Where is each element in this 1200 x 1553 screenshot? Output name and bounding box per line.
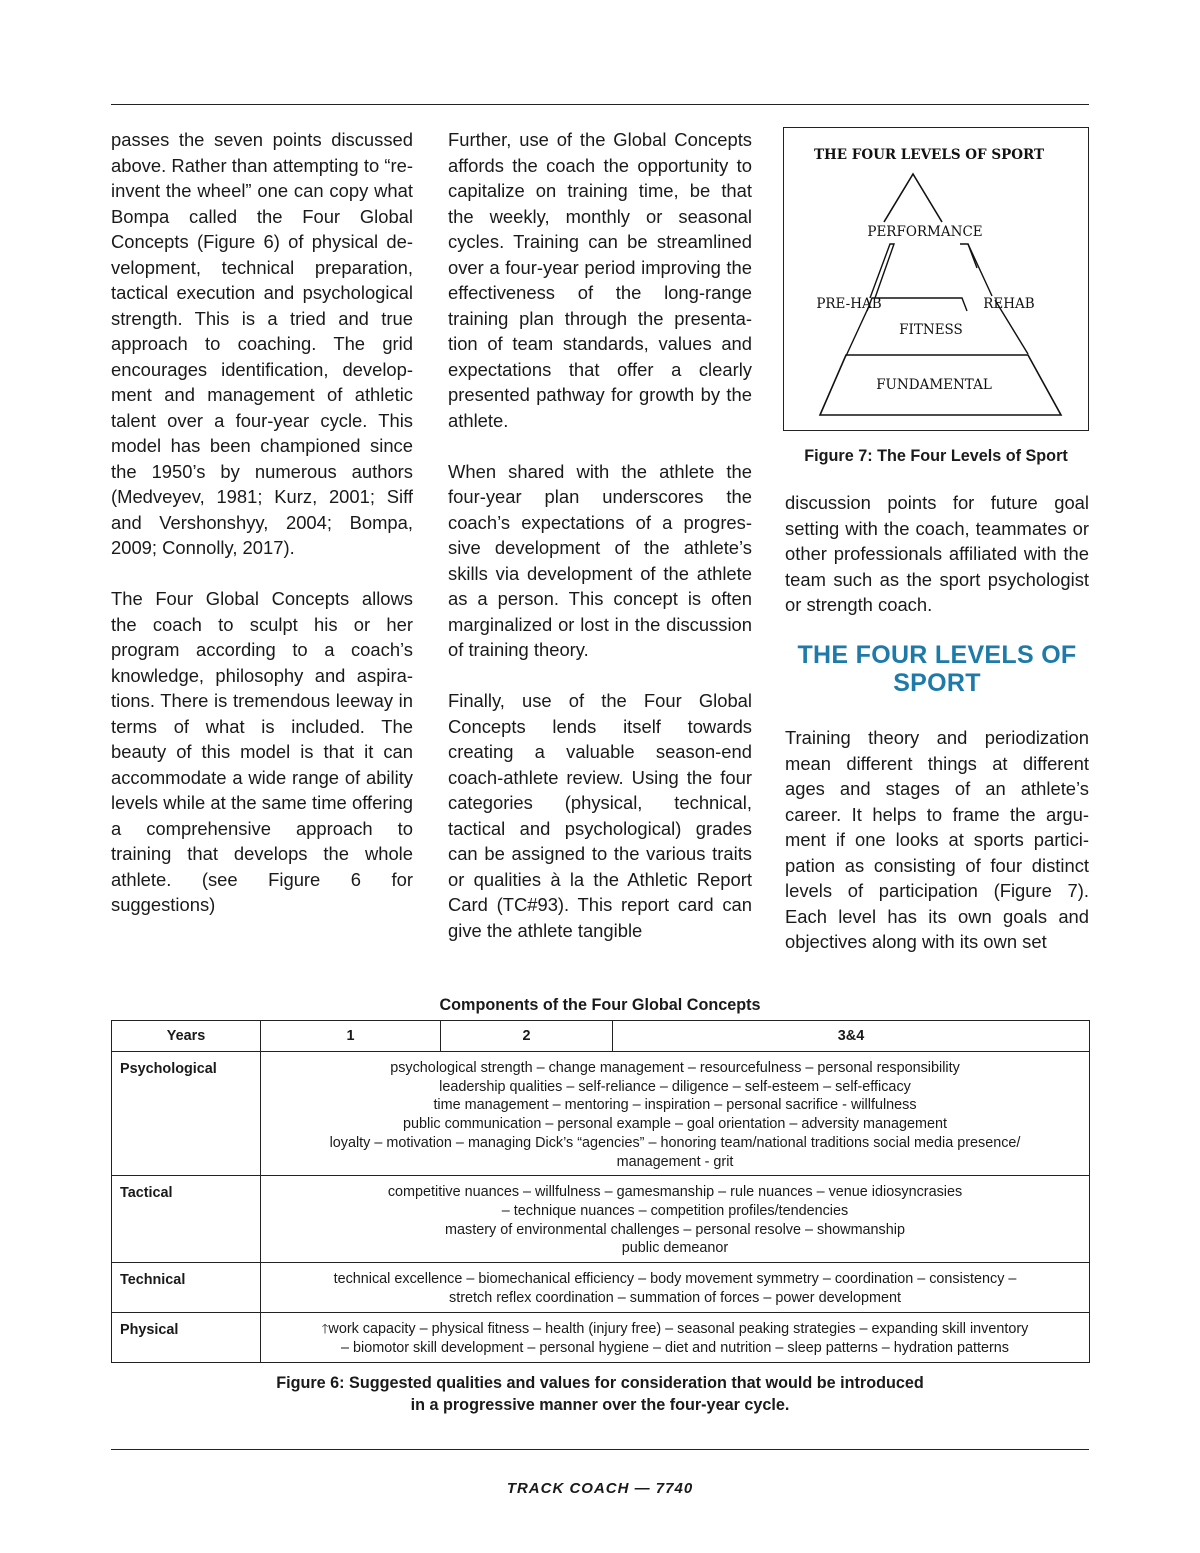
global-concepts-table bbox=[111, 1020, 1090, 1363]
caption-line-1: Figure 6: Suggested qualities and values for consideration that would be introduced bbox=[276, 1374, 924, 1392]
content-line: technical excellence – biomechanical efficiency – body movement symmetry – coordination – consistency – bbox=[333, 1271, 1017, 1288]
content-line: loyalty – motivation – managing Dick’s “agencies” – honoring team/national traditions social media presence/ bbox=[329, 1134, 1021, 1151]
header-years: Years bbox=[112, 1021, 261, 1052]
content-line: time management – mentoring – inspiration – personal sacrifice - willfulness bbox=[433, 1097, 917, 1114]
rehab-band-inner bbox=[968, 244, 977, 268]
header-year-3-4: 3&4 bbox=[613, 1021, 1090, 1052]
row-label: Tactical bbox=[112, 1176, 261, 1263]
rehab-band bbox=[960, 244, 992, 296]
body-column-3-bottom bbox=[785, 725, 1089, 955]
pyramid-title: THE FOUR LEVELS OF SPORT bbox=[813, 147, 1045, 163]
bottom-rule bbox=[111, 1449, 1089, 1450]
content-line: – technique nuances – competition profiles/tendencies bbox=[501, 1202, 849, 1219]
table-header-row bbox=[112, 1021, 1090, 1052]
row-content bbox=[261, 1263, 1090, 1312]
table-title: Components of the Four Global Concepts bbox=[439, 996, 761, 1014]
performance-triangle bbox=[884, 174, 942, 222]
fundamental-label: FUNDAMENTAL bbox=[876, 377, 992, 393]
page-footer: TRACK COACH — 7740 bbox=[506, 1480, 694, 1497]
section-heading bbox=[785, 641, 1089, 697]
body-paragraph: Further, use of the Global Concepts affords the coach the opportunity to capitalize on training time, be that the weekly, monthly or seasonal cycles. Training can be streamlined over a four-year period improving the effectiveness of the long-range training plan through the presentation of team standards, values and expectations that offer a clearly presented pathway for growth by the athlete. bbox=[448, 129, 752, 431]
header-year-1: 1 bbox=[261, 1021, 441, 1052]
body-paragraph: Training theory and periodization mean different things at different ages and stages of an athlete’s career. It helps to frame the argument if one looks at sports participation as consisting of four distinct levels of participation (Figure 7). Each level has its own goals and objectives along with its own set bbox=[785, 727, 1089, 952]
body-paragraph: Finally, use of the Four Global Concepts lends itself towards creating a valuable season-end coach-athlete review. Using the four categories (physical, technical, tactical and psychological) grades can be assigned to the various traits or qualities à la the Athletic Report Card (TC#93). This report card can give the athlete tangible bbox=[448, 690, 752, 941]
figure-6-caption bbox=[111, 1373, 1089, 1416]
body-column-1 bbox=[111, 127, 413, 918]
four-levels-pyramid-figure bbox=[783, 127, 1089, 431]
row-label: Physical bbox=[112, 1312, 261, 1362]
prehab-label: PRE-HAB bbox=[816, 296, 882, 312]
fitness-label: FITNESS bbox=[899, 322, 963, 338]
content-line: – biomotor skill development – personal hygiene – diet and nutrition – sleep patterns – hydration patterns bbox=[341, 1340, 1009, 1357]
table-row bbox=[112, 1263, 1090, 1312]
content-line: public demeanor bbox=[621, 1240, 729, 1257]
performance-label: PERFORMANCE bbox=[867, 224, 983, 240]
row-content bbox=[261, 1052, 1090, 1176]
content-line: public communication – personal example – goal orientation – adversity management bbox=[403, 1116, 947, 1133]
top-rule bbox=[111, 104, 1089, 105]
arrow-up-icon: 🡑 bbox=[321, 1321, 329, 1337]
content-line: leadership qualities – self-reliance – diligence – self-esteem – self-efficacy bbox=[439, 1078, 911, 1095]
header-year-2: 2 bbox=[441, 1021, 613, 1052]
caption-line-2: in a progressive manner over the four-year cycle. bbox=[410, 1395, 790, 1414]
content-line: stretch reflex coordination – summation of forces – power development bbox=[449, 1289, 901, 1306]
body-column-3-top bbox=[785, 490, 1089, 618]
row-content bbox=[261, 1176, 1090, 1263]
table-row bbox=[112, 1052, 1090, 1176]
content-line bbox=[267, 1320, 1083, 1340]
section-heading-line-2: SPORT bbox=[893, 669, 981, 697]
content-line: competitive nuances – willfulness – gamesmanship – rule nuances – venue idiosyncrasies bbox=[387, 1184, 963, 1201]
content-line: mastery of environmental challenges – personal resolve – showmanship bbox=[445, 1221, 905, 1238]
body-paragraph: passes the seven points discussed above. Rather than attempting to “re-invent the wheel” one can copy what Bompa called the Four Global Concepts (Figure 6) of physical development, technical preparation, tactical execution and psychological strength. This is a tried and true approach to coaching. The grid encourages identification, development and management of athletic talent over a four-year cycle. This model has been championed since the 1950’s by numerous authors (Medveyev, 1981; Kurz, 2001; Siff and Vershonshyy, 2004; Bompa, 2009; Connolly, 2017). bbox=[111, 129, 413, 558]
row-label: Technical bbox=[112, 1263, 261, 1312]
rehab-label: REHAB bbox=[983, 296, 1035, 312]
row-content bbox=[261, 1312, 1090, 1362]
table-row bbox=[112, 1176, 1090, 1263]
row-label: Psychological bbox=[112, 1052, 261, 1176]
body-column-2 bbox=[448, 127, 752, 943]
body-paragraph: When shared with the athlete the four-year plan underscores the coach’s expectations of a progressive development of the athlete’s skills via development of the athlete as a person. This concept is often marginalized or lost in the discussion of training theory. bbox=[448, 460, 752, 660]
content-line: management - grit bbox=[616, 1153, 734, 1170]
prehab-band bbox=[870, 244, 894, 298]
body-paragraph: discussion points for future goal setting with the coach, teammates or other professionals affiliated with the team such as the sport psychologist or strength coach. bbox=[785, 492, 1089, 615]
fitness-top-line bbox=[867, 298, 967, 311]
content-line: psychological strength – change management – resourcefulness – personal responsibility bbox=[390, 1060, 960, 1076]
content-text: work capacity – physical fitness – health (injury free) – seasonal peaking strategies – expanding skill inventory bbox=[328, 1320, 1029, 1337]
figure-7-caption: Figure 7: The Four Levels of Sport bbox=[804, 447, 1068, 465]
section-heading-line-1: THE FOUR LEVELS OF bbox=[797, 641, 1077, 669]
pyramid-diagram bbox=[784, 128, 1090, 432]
table-row bbox=[112, 1312, 1090, 1362]
body-paragraph: The Four Global Concepts allows the coach to sculpt his or her program according to a coach’s knowledge, philosophy and aspirations. There is tremendous leeway in terms of what is included. The beauty of this model is that it can accommodate a wide range of ability levels while at the same time offering a comprehensive approach to training that develops the whole athlete. (see Figure 6 for suggestions) bbox=[111, 588, 413, 915]
